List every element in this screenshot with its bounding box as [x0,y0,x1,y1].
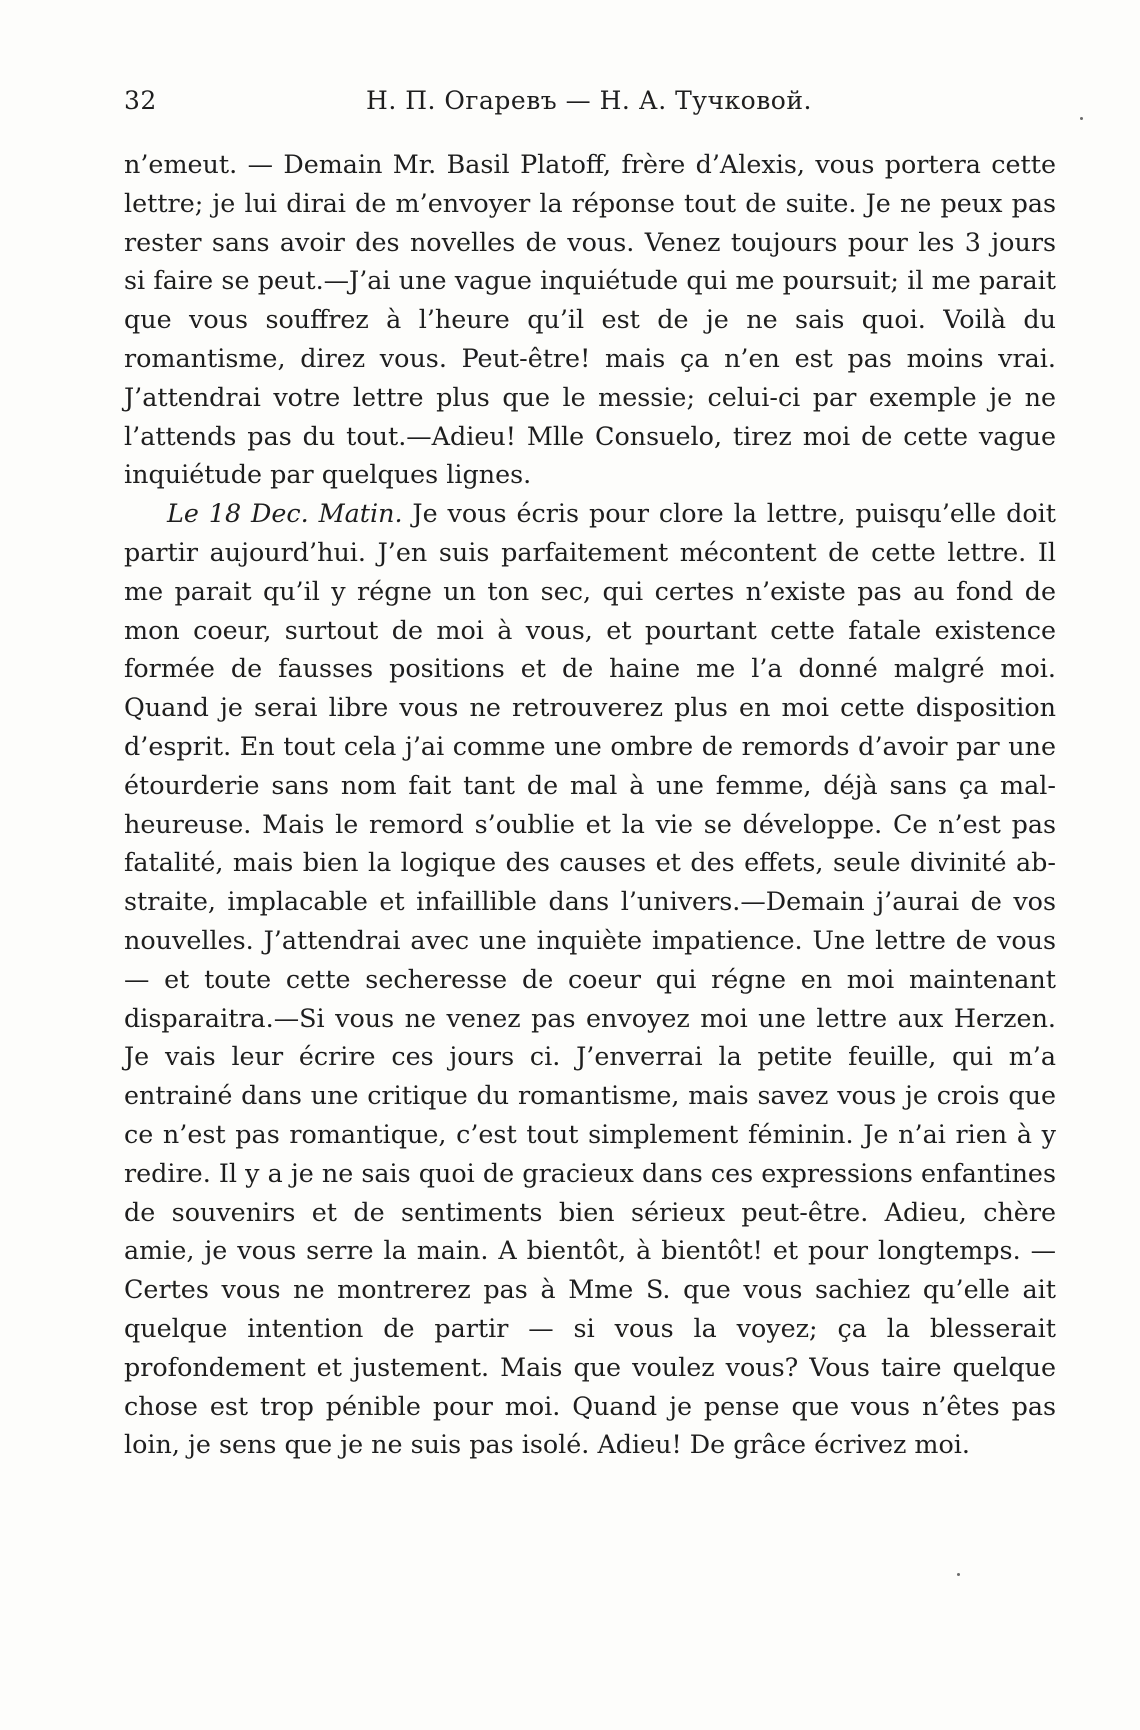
page-header [124,86,1054,126]
dateline: Le 18 Dec. Matin. [167,498,403,529]
running-title: Н. П. Огаревъ — Н. А. Тучковой. [366,86,812,115]
paragraph-1: n’emeut. — Demain Mr. Basil Platoff, frère d’Alexis, vous portera cette lettre; je lui dirai de m’envoyer la réponse tout de suite. Je ne peux pas rester sans avoir des novelles de vous. Venez toujours pour les 3 jours si faire se peut.—J’ai une vague inquiétude qui me poursuit; il me parait que vous souffrez à l’heure qu’il est de je ne sais quoi. Voilà du romantisme, direz vous. Peut-être! mais ça n’en est pas moins vrai. J’attendrai votre lettre plus que le messie; celui-ci par exemple je ne l’attends pas du tout.—Adieu! Mlle Consuelo, tirez moi de cette vague inquiétude par quelques lignes. [124,149,1056,490]
scan-speck [957,1573,960,1576]
page-number: 32 [124,86,157,115]
paragraph-2 [124,494,1056,1464]
letter-body [124,145,1056,1464]
scan-speck [1080,117,1083,120]
paragraph-2-text: Je vous écris pour clore la lettre, puisqu’elle doit partir aujourd’hui. J’en suis parfaitement mécontent de cette lettre. Il me parait qu’il y régne un ton sec, qui certes n’existe pas au fond de mon coeur, surtout de moi à vous, et pourtant cette fatale existence formée de fausses positions et de haine me l’a donné malgré moi. Quand je serai libre vous ne retrouverez plus en moi cette disposition d’esprit. En tout cela j’ai comme une ombre de remords d’avoir par une étourderie sans nom fait tant de mal à une femme, déjà sans ça malheureuse. Mais le remord s’oublie et la vie se développe. Ce n’est pas fatalité, mais bien la logique des causes et des effets, seule divinité abstraite, implacable et infaillible dans l’univers.—Demain j’aurai de vos nouvelles. J’attendrai avec une inquiète impatience. Une lettre de vous— et toute cette secheresse de coeur qui régne en moi maintenant disparaitra.—Si vous ne venez pas envoyez moi une lettre aux Herzen. Je vais leur écrire ces jours ci. J’enverrai la petite feuille, qui m’a entrainé dans une critique du romantisme, mais savez vous je crois que ce n’est pas romantique, c’est tout simplement féminin. Je n’ai rien à y redire. Il y a je ne sais quoi de gracieux dans ces expressions enfantines de souvenirs et de sentiments bien sérieux peut-être. Adieu, chère amie, je vous serre la main. A bientôt, à bientôt! et pour longtemps. — Certes vous ne montrerez pas à Mme S. que vous sachiez qu’elle ait quelque intention de partir — si vous la voyez; ça la blesserait profondement et justement. Mais que voulez vous? Vous taire quelque chose est trop pénible pour moi. Quand je pense que vous n’êtes pas loin, je sens que je ne suis pas isolé. Adieu! De grâce écrivez moi. [124,498,1056,1460]
